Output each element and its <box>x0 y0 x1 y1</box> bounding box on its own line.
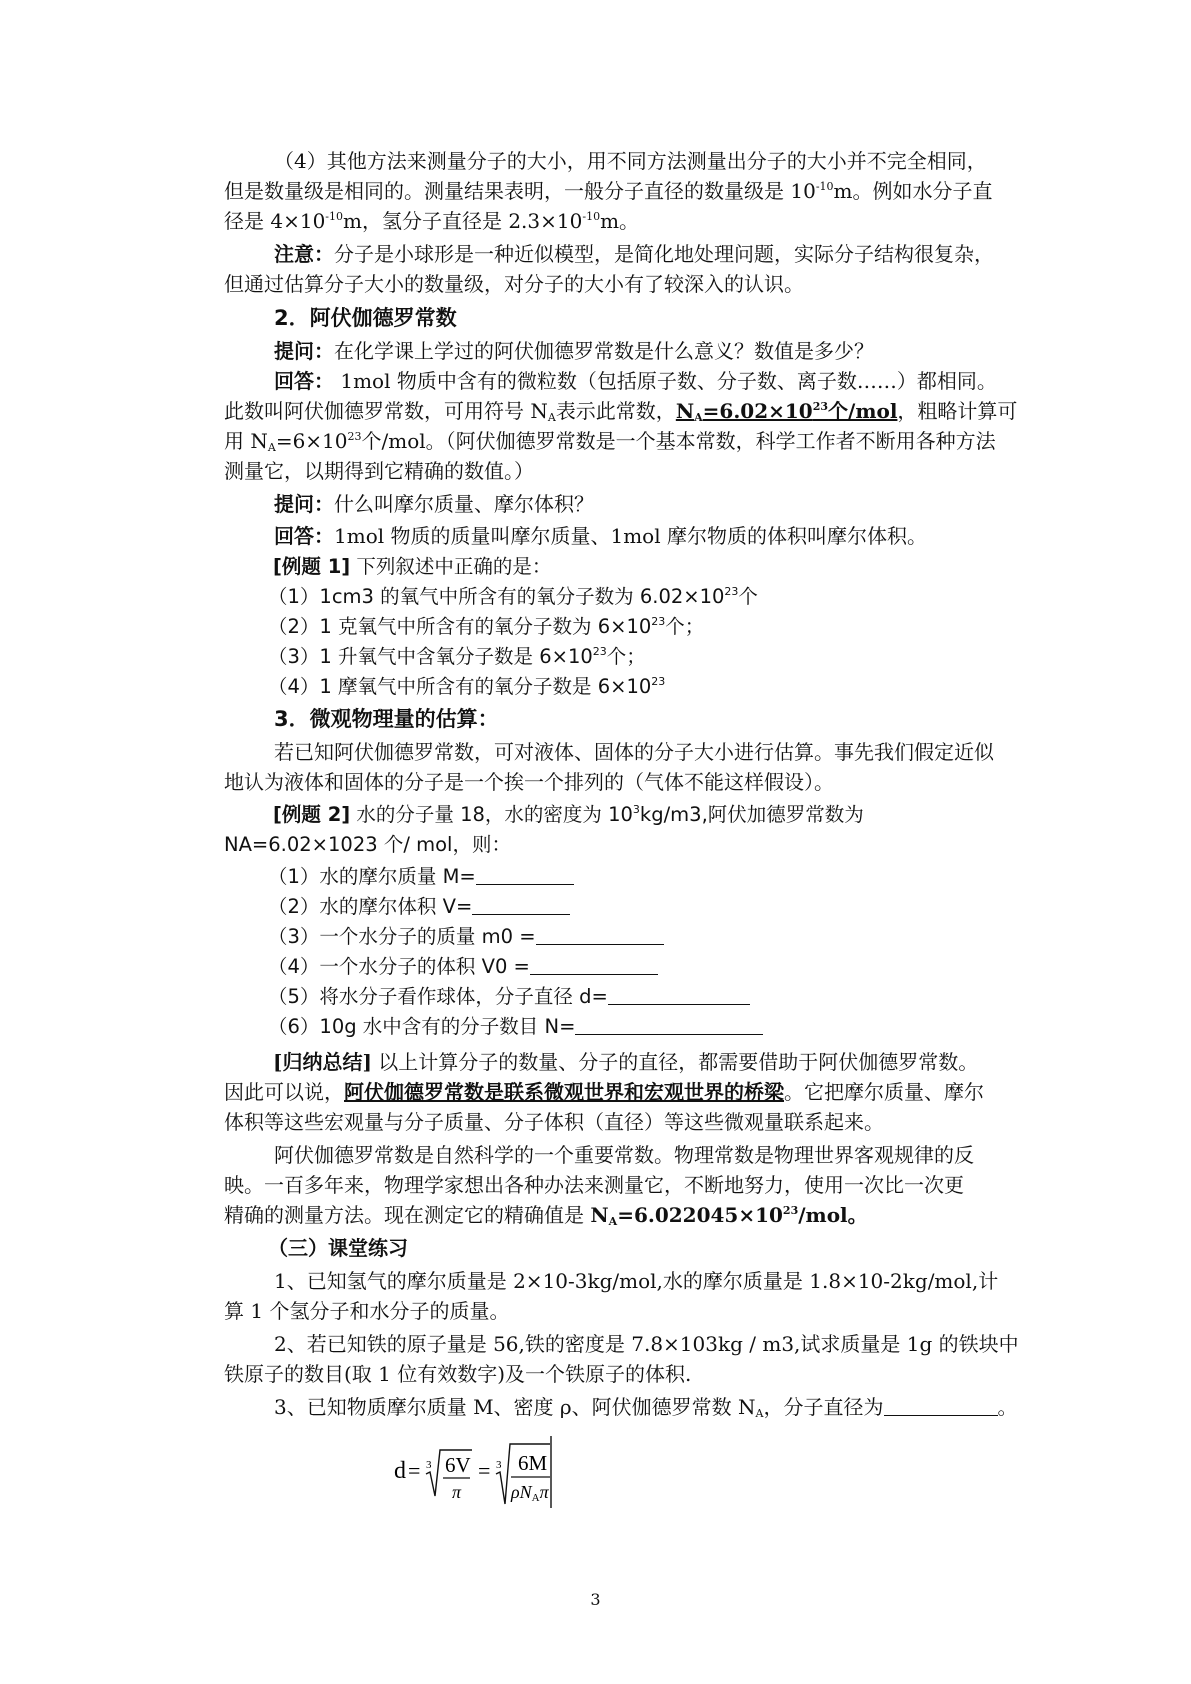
answer-blank <box>536 924 664 945</box>
example-item: （1）1cm3 的氧气中所含有的氧分子数为 $6.02\times 10^{23}$个 <box>268 585 758 608</box>
exercise-line: 2、若已知铁的原子量是 56,铁的密度是 7.8×103kg / m3,试求质量是 1g 的铁块中 <box>274 1332 1019 1356</box>
paragraph-line: （4）其他方法来测量分子的大小，用不同方法测量出分子的大小并不完全相同， <box>274 149 987 173</box>
formula-d: d <box>394 1458 406 1484</box>
example-item: （3）1 升氧气中含氧分子数是 $6\times 10^{23}$个； <box>268 645 646 668</box>
question-line: 提问：在化学课上学过的阿伏伽德罗常数是什么意义？数值是多少？ <box>274 339 874 363</box>
answer-line: 此数叫阿伏伽德罗常数，可用符号 $N_A$表示此常数，$N_A=6.02\times 10^{23}$个/mol，粗略计算可 <box>224 399 1018 424</box>
page-number: 3 <box>590 1590 601 1609</box>
exercise-line: 3、已知物质摩尔质量 M、密度 ρ、阿伏伽德罗常数 $N_A$，分子直径为 。 <box>274 1395 1018 1420</box>
answer-blank <box>472 894 570 915</box>
example-item: （2）水的摩尔体积 V= <box>268 892 1058 922</box>
formula-equals: = <box>478 1458 491 1483</box>
paragraph-line: 但是数量级是相同的。测量结果表明，一般分子直径的数量级是 $10^{-10}m$。例如水分子直 <box>224 179 993 203</box>
example-item: （1）水的摩尔质量 M= <box>268 862 1058 892</box>
answer-line: 回答：1mol 物质的质量叫摩尔质量、1mol 摩尔物质的体积叫摩尔体积。 <box>274 524 927 548</box>
note-label: 注意： <box>274 242 334 266</box>
section-heading: 3．微观物理量的估算： <box>274 707 499 731</box>
question-line: 提问：什么叫摩尔质量、摩尔体积？ <box>274 492 594 516</box>
key-statement: 阿伏伽德罗常数是联系微观世界和宏观世界的桥梁 <box>344 1080 784 1104</box>
paragraph-line: 阿伏伽德罗常数是自然科学的一个重要常数。物理常数是物理世界客观规律的反 <box>274 1143 974 1167</box>
paragraph-line: 映。一百多年来，物理学家想出各种办法来测量它，不断地努力，使用一次比一次更 <box>224 1173 964 1197</box>
section-heading: 2．阿伏伽德罗常数 <box>274 306 457 330</box>
answer-blank <box>530 954 658 975</box>
example-item: （5）将水分子看作球体，分子直径 d= <box>268 982 1058 1012</box>
summary-line: [归纳总结] 以上计算分子的数量、分子的直径，都需要借助于阿伏伽德罗常数。 <box>273 1050 979 1074</box>
root-index: 3 <box>426 1459 432 1471</box>
exercise-line: 1、已知氢气的摩尔质量是 2×10-3kg/mol,水的摩尔质量是 1.8×10-2kg/mol,计 <box>274 1269 999 1293</box>
answer-line: 测量它，以期得到它精确的数值。） <box>224 459 534 483</box>
answer-line: 用 $N_A=6\times 10^{23}$个/mol。（阿伏伽德罗常数是一个基本常数，科学工作者不断用各种方法 <box>224 429 996 454</box>
example-title: [例题 1] 下列叙述中正确的是： <box>273 555 552 578</box>
paragraph-line: 径是 $4\times 10^{-10}m$，氢分子直径是 $2.3\times 10^{-10}m$。 <box>224 209 640 233</box>
example-item: （6）10g 水中含有的分子数目 N= <box>268 1012 1058 1042</box>
formula-equals: = <box>408 1458 421 1483</box>
numerator: 6M <box>518 1451 548 1475</box>
paragraph-line: 地认为液体和固体的分子是一个挨一个排列的（气体不能这样假设）。 <box>224 770 834 794</box>
answer-blank <box>476 864 574 885</box>
answer-blank <box>575 1014 763 1035</box>
numerator: 6V <box>445 1453 471 1477</box>
denominator: ρNAπ <box>511 1482 549 1504</box>
example-item: （3）一个水分子的质量 m0 = <box>268 922 1058 952</box>
paragraph-line: 精确的测量方法。现在测定它的精确值是 $N_A=6.022045\times 10^{23}$/mol。 <box>224 1203 868 1228</box>
answer-blank <box>884 1395 998 1416</box>
example-item: （4）1 摩氧气中所含有的氧分子数是 $6\times 10^{23}$ <box>268 675 666 698</box>
note-line: 但通过估算分子大小的数量级，对分子的大小有了较深入的认识。 <box>224 272 804 296</box>
answer-blank <box>608 984 750 1005</box>
exercise-line: 铁原子的数目(取 1 位有效数字)及一个铁原子的体积. <box>224 1362 692 1386</box>
example-title: [例题 2] 水的分子量 18，水的密度为 $10^3kg/m3$,阿伏加德罗常数为 <box>273 803 864 826</box>
denominator: π <box>452 1482 462 1502</box>
example-line: NA=6.02×1023 个/ mol，则： <box>224 833 511 856</box>
example-item: （4）一个水分子的体积 V0 = <box>268 952 1058 982</box>
root-index: 3 <box>496 1459 502 1471</box>
paragraph-line: 若已知阿伏伽德罗常数，可对液体、固体的分子大小进行估算。事先我们假定近似 <box>274 740 994 764</box>
section-heading: （三）课堂练习 <box>268 1236 408 1260</box>
note-line: 注意：分子是小球形是一种近似模型，是简化地处理问题，实际分子结构很复杂， <box>274 242 994 266</box>
summary-line: 因此可以说，阿伏伽德罗常数是联系微观世界和宏观世界的桥梁。它把摩尔质量、摩尔 <box>224 1080 984 1104</box>
exercise-line: 算 1 个氢分子和水分子的质量。 <box>224 1299 510 1323</box>
diameter-formula <box>390 1430 610 1510</box>
answer-line: 回答： 1mol 物质中含有的微粒数（包括原子数、分子数、离子数……）都相同。 <box>274 369 997 393</box>
example-item: （2）1 克氧气中所含有的氧分子数为 $6\times 10^{23}$个； <box>268 615 705 638</box>
summary-line: 体积等这些宏观量与分子质量、分子体积（直径）等这些微观量联系起来。 <box>224 1110 884 1134</box>
